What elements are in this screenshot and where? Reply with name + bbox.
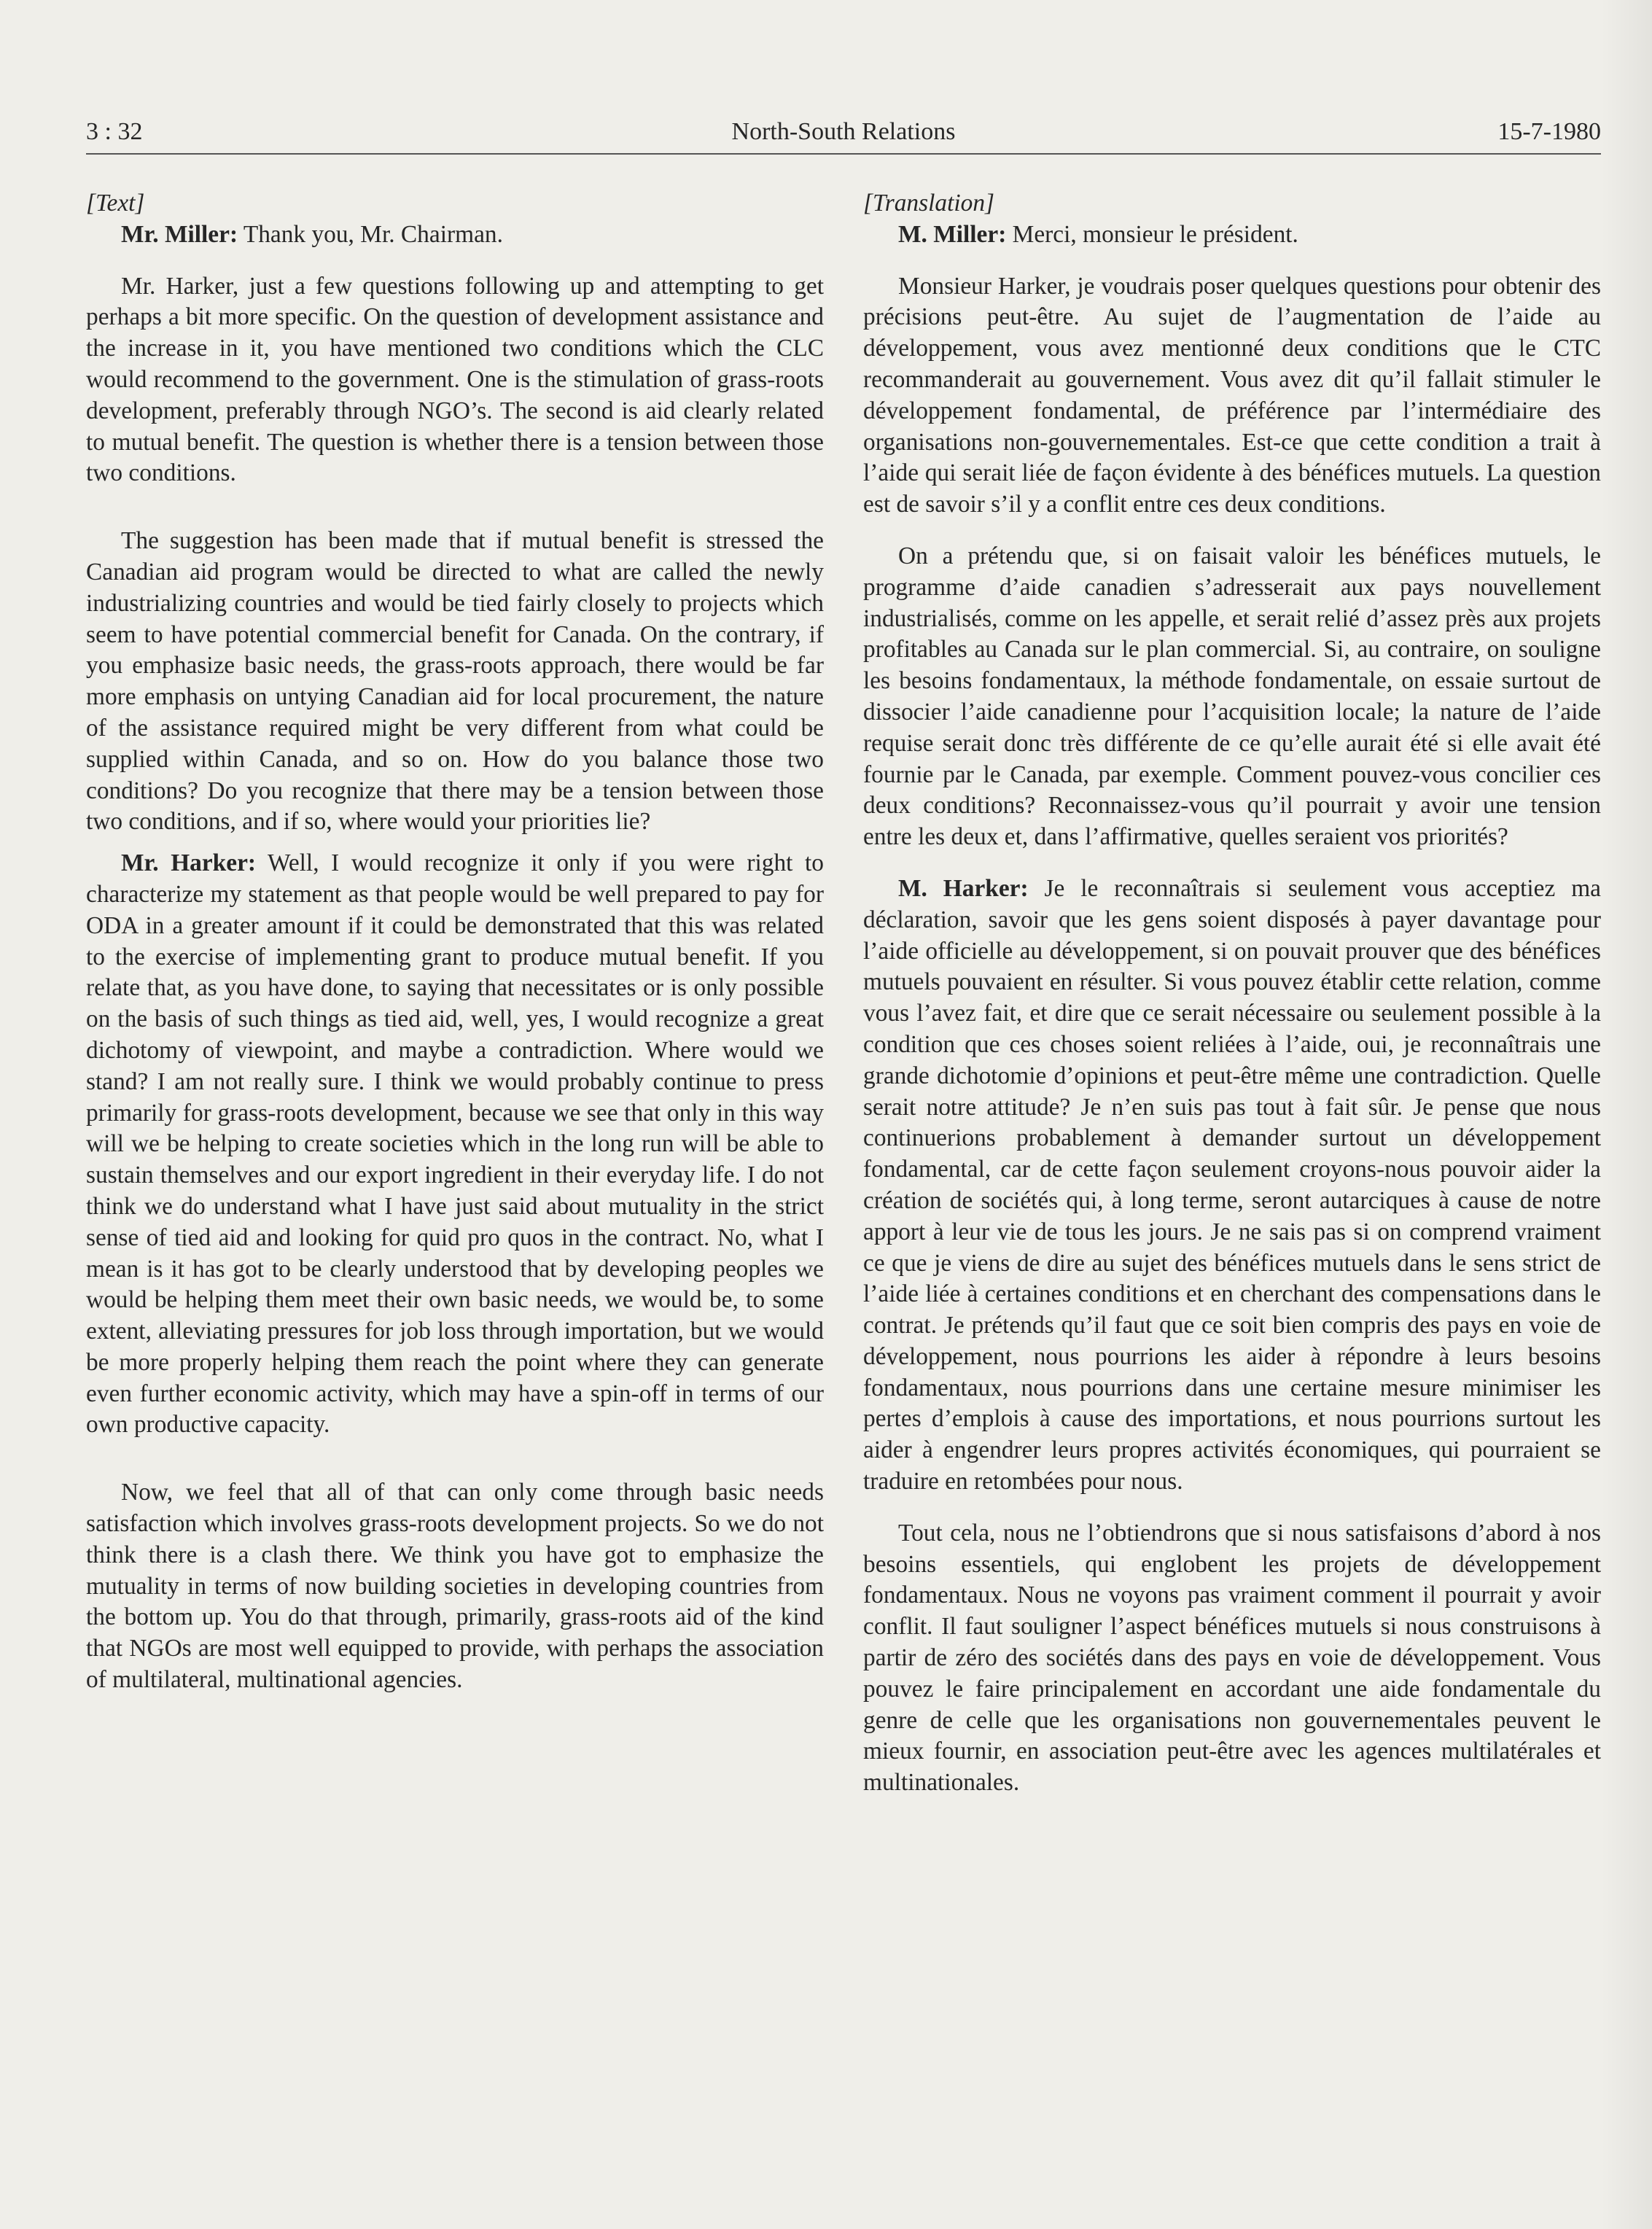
speaker-name: M. Miller: [898,220,1007,248]
paragraph-harker-answer-fr [863,874,1601,1498]
paragraph-gap [86,489,824,526]
page-header [86,118,1601,155]
paragraph-miller-question: Mr. Harker, just a few questions following up and attempting to get perhaps a bit more specific. On the question of development assistance and the increase in it, you have mentioned two conditions which the CLC would recommend to the government. One is the stimulation of grass-roots development, preferably through NGO’s. The second is aid clearly related to mutual benefit. The question is whether there is a tension between those two conditions. [86,272,824,487]
paragraph-text: Merci, monsieur le président. [1006,220,1298,248]
speaker-name: Mr. Harker: [121,849,257,877]
running-title: North-South Relations [731,118,956,145]
french-column [863,188,1601,1799]
paragraph-miller-question-fr: Monsieur Harker, je voudrais poser quelques questions pour obtenir des précisions peut-être. Au sujet de l’augmentation de l’aide au développement, vous avez mentionné deux conditions que le CTC recommanderait au gouvernement. Vous avez dit qu’il fallait stimuler le développement fondamental, de préférence par l’intermédiaire des organisations non-gouvernementales. Est-ce que cette condition a trait à l’aide qui serait liée de façon évidente à des bénéfices mutuels. La question est de savoir s’il y a conflit entre ces deux conditions. [863,272,1601,518]
header-rule [86,153,1601,155]
paragraph-miller-suggestion-fr: On a prétendu que, si on faisait valoir les bénéfices mutuels, le programme d’aide canadien s’adresserait aux pays nouvellement industrialisés, comme on les appelle, et serait relié d’assez près aux projets profitables au Canada sur le plan commercial. Si, au contraire, on souligne les besoins fondamentaux, la méthode fondamentale, on essaie surtout de dissocier l’aide canadienne pour l’acquisition locale; la nature de l’aide requise serait donc très différente de ce qu’elle aurait été si elle avait été fournie par le Canada, par exemple. Comment pouvez-vous concilier ces deux conditions? Reconnaissez-vous qu’il pourrait y avoir une tension entre les deux et, dans l’affirmative, quelles seraient vos priorités? [863,542,1601,851]
english-column [86,188,824,1696]
header-date: 15-7-1980 [1497,118,1601,145]
paragraph-harker-conclusion: Now, we feel that all of that can only come through basic needs satisfaction which involves grass-roots development projects. So we do not think there is a clash there. We think you have got to emphasize the mutuality in terms of now building societies in developing countries from the bottom up. You do that through, primarily, grass-roots aid of the kind that NGOs are most well equipped to provide, with perhaps the association of multilateral, multinational agencies. [86,1479,824,1694]
paragraph-harker-answer [86,848,824,1441]
paragraph-text: Thank you, Mr. Chairman. [238,220,503,248]
paragraph-text: Well, I would recognize it only if you were right to characterize my statement as that people would be well prepared to pay for ODA in a greater amount if it could be demonstrated that this was related to the exercise of implementing grant to produce mutual benefit. If you relate that, as you have done, to saying that necessitates or is only possible on the basis of such things as tied aid, well, yes, I would recognize a great dichotomy of viewpoint, and maybe a contradiction. Where would we stand? I am not really sure. I think we would probably continue to press primarily for grass-roots development, because we see that only in this way will we be helping to create societies which in the long run will be able to sustain themselves and our export ingredient in their everyday life. I do not think we do understand what I have just said about mutuality in the strict sense of tied aid and looking for quid pro quos in the contract. No, what I mean is it has got to be clearly understood that by developing peoples we would be helping them meet their own basic needs, we would be, to some extent, alleviating pressures for job loss through importation, but we would be more properly helping them reach the point where they can generate even further economic activity, which may have a spin-off in terms of our own productive capacity. [86,849,824,1439]
column-label-translation: [Translation] [863,190,995,217]
paragraph-miller-thanks [86,219,824,251]
paragraph-gap [86,838,824,848]
paragraph-harker-conclusion-fr: Tout cela, nous ne l’obtiendrons que si nous satisfaisons d’abord à nos besoins essentiels, qui englobent les projets de développement fondamentaux. Nous ne voyons pas vraiment comment il pourrait y avoir conflit. Il faut souligner l’aspect bénéfices mutuels si nous construisons à partir de zéro des sociétés dans des pays en voie de développement. Vous pouvez le faire principalement en accordant une aide fondamentale du genre de celle que les organisations non gouvernementales peuvent le mieux fournir, en association peut-être avec les agences multilatérales et multinationales. [863,1519,1601,1797]
page-edge-shadow [1601,0,1652,2229]
paragraph-miller-suggestion: The suggestion has been made that if mutual benefit is stressed the Canadian aid program would be directed to what are called the newly industrializing countries and would be tied fairly closely to projects which seem to have potential commercial benefit for Canada. On the contrary, if you emphasize basic needs, the grass-roots approach, there would be far more emphasis on untying Canadian aid for local procurement, the nature of the assistance required might be very different from what could be supplied within Canada, and so on. How do you balance those two conditions? Do you recognize that there may be a tension between those two conditions, and if so, where would your priorities lie? [86,527,824,836]
page-number: 3 : 32 [86,118,143,145]
speaker-name: Mr. Miller: [121,220,238,248]
column-label-text: [Text] [86,190,145,217]
paragraph-gap [86,251,824,271]
paragraph-miller-thanks-fr [863,219,1601,251]
speaker-name: M. Harker: [898,874,1029,902]
paragraph-gap [86,1441,824,1477]
paragraph-gap [863,521,1601,541]
paragraph-gap [863,1498,1601,1518]
paragraph-text: Je le reconnaîtrais si seulement vous acceptiez ma déclaration, savoir que les gens soient disposés à payer davantage pour l’aide officielle au développement, si on pouvait prouver que des bénéfices mutuels pouvaient en résulter. Si vous pouvez établir cette relation, comme vous l’avez fait, et dire que ce serait nécessaire ou seulement possible à la condition que ces choses soient reliées à l’aide, oui, je reconnaîtrais une grande dichotomie d’opinions et peut-être même une contradiction. Quelle serait notre attitude? Je n’en suis pas tout à fait sûr. Je pense que nous continuerions probablement à demander surtout un développement fondamental, car de cette façon seulement croyons-nous pouvoir aider la création de sociétés qui, à long terme, seront autarciques à cause de notre apport à leur vie de tous les jours. Je ne sais pas si on comprend vraiment ce que je viens de dire au sujet des bénéfices mutuels dans le sens strict de l’aide liée à certaines conditions et en cherchant des compensations dans le contrat. Je prétends qu’il faut que ce soit bien compris des pays en voie de développement, nous pourrions les aider à répondre à leurs besoins fondamentaux, nous pourrions dans une certaine mesure minimiser les pertes d’emplois à cause des importations, et nous pourrions surtout les aider à engendrer leurs propres activités économiques, qui pourraient se traduire en retombées pour nous. [863,874,1601,1495]
paragraph-gap [863,853,1601,874]
paragraph-gap [863,251,1601,271]
